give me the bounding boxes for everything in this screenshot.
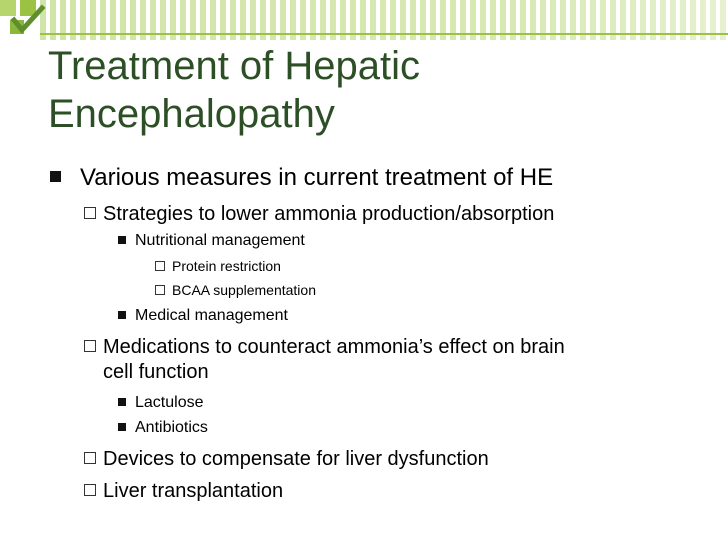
logo-icon xyxy=(0,0,48,44)
bullet-text-antibiotics: Antibiotics xyxy=(135,419,208,436)
hollow-square-bullet-icon xyxy=(155,285,165,295)
slide-title xyxy=(48,42,708,138)
filled-square-bullet-icon xyxy=(118,236,126,244)
bullet-text-bcaa: BCAA supplementation xyxy=(172,282,316,298)
bullet-text-medications-line-2: cell function xyxy=(103,361,209,383)
hollow-square-bullet-icon xyxy=(84,207,96,219)
filled-square-bullet-icon xyxy=(118,423,126,431)
title-line-1: Treatment of Hepatic xyxy=(48,44,421,88)
bullet-text-medical: Medical management xyxy=(135,307,288,324)
hollow-square-bullet-icon xyxy=(84,340,96,352)
top-decorative-band xyxy=(40,0,728,40)
filled-square-bullet-icon xyxy=(50,171,61,182)
bullet-text-lactulose: Lactulose xyxy=(135,394,204,411)
filled-square-bullet-icon xyxy=(118,311,126,319)
bullet-text-medications-line-1: Medications to counteract ammonia’s effect on brain xyxy=(103,336,565,358)
hollow-square-bullet-icon xyxy=(155,261,165,271)
bullet-text-nutritional: Nutritional management xyxy=(135,232,305,249)
hollow-square-bullet-icon xyxy=(84,484,96,496)
hollow-square-bullet-icon xyxy=(84,452,96,464)
bullet-text-transplant: Liver transplantation xyxy=(103,480,284,502)
bullet-text-protein: Protein restriction xyxy=(172,258,281,274)
title-line-2: Encephalopathy xyxy=(48,92,335,136)
bullet-text-devices: Devices to compensate for liver dysfunction xyxy=(103,448,489,470)
filled-square-bullet-icon xyxy=(118,398,126,406)
checkmark-icon xyxy=(8,2,48,42)
bullet-text-main: Various measures in current treatment of HE xyxy=(80,164,554,191)
band-divider-line xyxy=(40,33,728,35)
bullet-text-strategies: Strategies to lower ammonia production/absorption xyxy=(103,203,555,225)
